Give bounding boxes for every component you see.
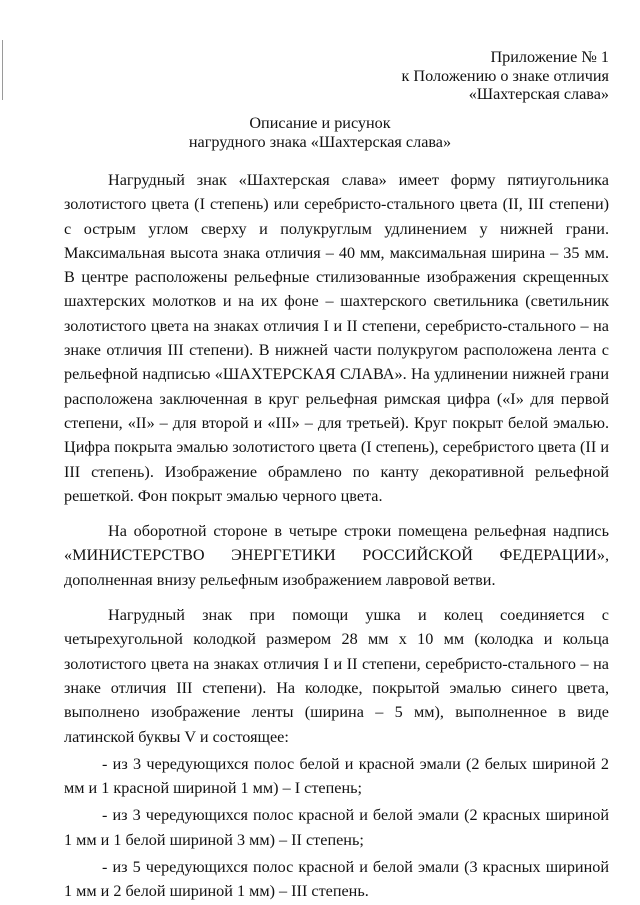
- list-item-degree-3: - из 5 чередующихся полос красной и белой эмали (3 красных шириной 1 мм и 2 белой шириной 1 мм) – III степень.: [64, 858, 609, 901]
- list-item-degree-2: - из 3 чередующихся полос красной и белой эмали (2 красных шириной 1 мм и 1 белой шириной 3 мм) – II степень;: [64, 806, 609, 849]
- scan-edge-mark: [2, 40, 3, 100]
- paragraph-reverse-side: На оборотной стороне в четыре строки помещена рельефная надпись «МИНИСТЕРСТВО ЭНЕРГЕТИКИ РОССИЙСКОЙ ФЕДЕРАЦИИ», дополненная внизу рельефным изображением лавровой ветви.: [64, 522, 609, 589]
- list-item-degree-1: - из 3 чередующихся полос белой и красной эмали (2 белых шириной 2 мм и 1 красной шириной 1 мм) – I степень;: [64, 754, 609, 798]
- appendix-line-3: «Шахтерская слава»: [468, 85, 609, 103]
- appendix-line-2: к Положению о знаке отличия: [401, 66, 609, 85]
- paragraph-badge-description: Нагрудный знак «Шахтерская слава» имеет форму пятиугольника золотистого цвета (I степень) или серебристо-стального цвета (II, III степени) с острым углом сверху и полукруглым удлинением у нижней грани. Максимальная высота знака отличия – 40 мм, максимальная ширина – 35 мм. В центре расположены рельефные стилизованные изображения скрещенных шахтерских молотков и на их фоне – шахтерского светильника (светильник золотистого цвета на знаках отличия I и II степени, серебристо-стального – на знаке отличия III степени). В нижней части полукругом расположена лента с рельефной надписью «ШАХТЕРСКАЯ СЛАВА». На удлинении нижней грани расположена заключенная в круг рельефная римская цифра («I» для первой степени, «II» – для второй и «III» – для третьей). Круг покрыт белой эмалью. Цифра покрыта эмалью золотистого цвета (I степень), серебристого цвета (II и III степень). Изображение обрамлено по канту декоративной рельефной решеткой. Фон покрыт эмалью черного цвета.: [64, 171, 609, 505]
- heading-line-1: Описание и рисунок: [249, 114, 391, 132]
- appendix-line-1: Приложение № 1: [490, 48, 609, 66]
- heading-line-2: нагрудного знака «Шахтерская слава»: [188, 132, 452, 151]
- document-heading: [0, 114, 640, 151]
- appendix-block: [402, 48, 610, 104]
- paragraph-block-attachment: Нагрудный знак при помощи ушка и колец соединяется с четырехугольной колодкой размером 28 мм х 10 мм (колодка и кольца золотистого цвета на знаках отличия I и II степени, серебристо-стального – на знаке отличия III степени). На колодке, покрытой эмалью синего цвета, выполнено изображение ленты (ширина – 5 мм), выполненное в виде латинской буквы V и состоящее:: [64, 606, 609, 746]
- document-body: [64, 168, 609, 904]
